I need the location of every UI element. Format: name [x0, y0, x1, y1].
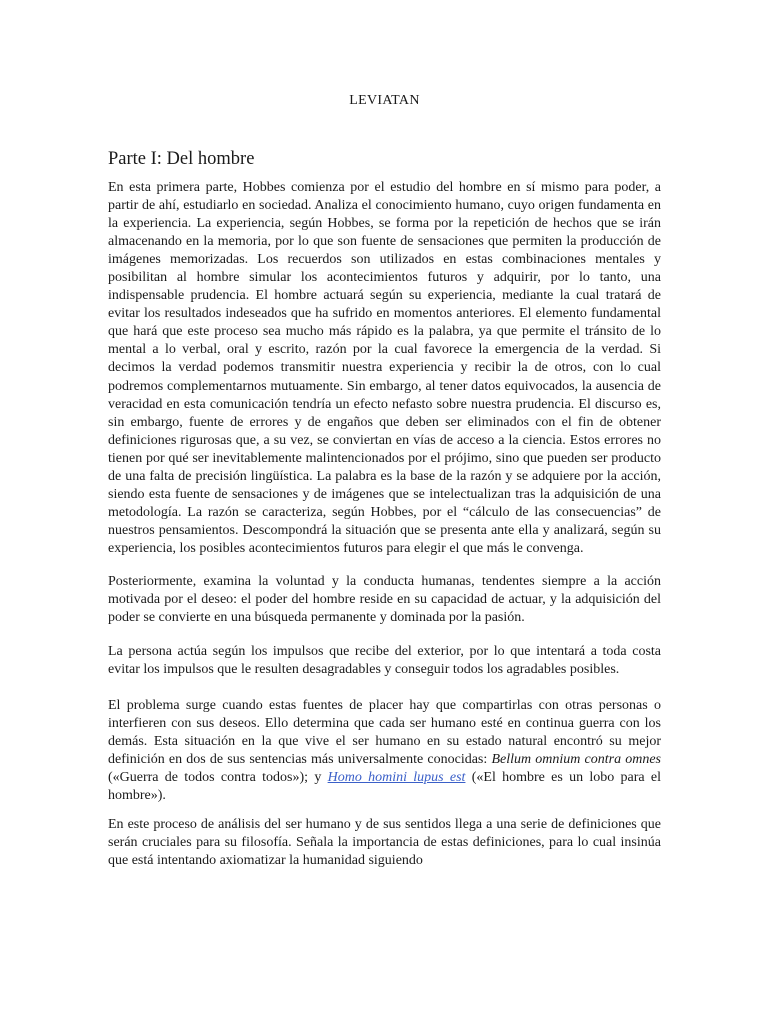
paragraph-4-text-middle: («Guerra de todos contra todos»); y	[108, 770, 328, 786]
paragraph-4	[108, 697, 661, 805]
paragraph-4-text-end: («El hombre es un lobo para el hombre»).	[108, 770, 662, 804]
section-heading: Parte I: Del hombre	[108, 149, 255, 169]
document-body	[108, 179, 661, 870]
paragraph-1: En esta primera parte, Hobbes comienza por el estudio del hombre en sí mismo para poder, a partir de ahí, estudiarlo en sociedad. Analiza el conocimiento humano, cuyo origen fundamenta en la experiencia. La experiencia, según Hobbes, se forma por la repetición de hechos que se irán almacenando en la memoria, por lo que son fuente de sensaciones que permiten la producción de imágenes memorizadas. Los recuerdos son utilizados en estas combinaciones mentales y posibilitan al hombre simular los acontecimientos futuros y adquirir, por lo tanto, una indispensable prudencia. El hombre actuará según su experiencia, mediante la cual tratará de evitar los resultados indeseados que ha sufrido en momentos anteriores. El elemento fundamental que hará que este proceso sea mucho más rápido es la palabra, ya que permite el tránsito de lo mental a lo verbal, oral y escrito, razón por la cual favorece la emergencia de la verdad. Si decimos la verdad podemos transmitir nuestra experiencia y recibir la de otros, con lo cual podremos complementarnos mutuamente. Sin embargo, al tener datos equivocados, la ausencia de veracidad en esta comunicación tendría un efecto nefasto sobre nuestra prudencia. El discurso es, sin embargo, fuente de errores y de engaños que deben ser eliminados con el fin de obtener definiciones rigurosas que, a su vez, se conviertan en vías de acceso a la ciencia. Estos errores no tienen por qué ser inevitablemente malintencionados por el prójimo, sino que pueden ser producto de una falta de precisión lingüística. La palabra es la base de la razón y se adquiere por la acción, siendo esta fuente de sensaciones y de imágenes que se intelectualizan tras la adquisición de una metodología. La razón se caracteriza, según Hobbes, por el “cálculo de las consecuencias” de nuestros pensamientos. Descompondrá la situación que se presenta ante ella y analizará, según su experiencia, los posibles acontecimientos futuros para elegir el que más le convenga.	[108, 180, 661, 556]
paragraph-4-text: El problema surge cuando estas fuentes de placer hay que compartirlas con otras personas o interfieren con sus deseos. Ello determina que cada ser humano esté en continua guerra con los demás. Esta situación en la que vive el ser humano en su estado natural encontró su mejor definición en dos de sus sentencias más universalmente conocidas:	[108, 698, 661, 768]
latin-phrase-bellum: Bellum omnium contra omnes	[491, 752, 662, 768]
paragraph-5: En este proceso de análisis del ser humano y de sus sentidos llega a una serie de definiciones que serán cruciales para su filosofía. Señala la importancia de estas definiciones, para lo cual insinúa que está intentando axiomatizar la humanidad siguiendo	[108, 816, 661, 868]
paragraph-3: La persona actúa según los impulsos que recibe del exterior, por lo que intentará a toda costa evitar los impulsos que le resulten desagradables y conseguir todos los agradables posibles.	[108, 644, 661, 678]
homo-homini-link[interactable]: Homo homini lupus est	[327, 770, 466, 786]
paragraph-2: Posteriormente, examina la voluntad y la conducta humanas, tendentes siempre a la acción motivada por el deseo: el poder del hombre reside en su capacidad de actuar, y la adquisición del poder se convierte en una búsqueda permanente y dominada por la pasión.	[108, 573, 661, 626]
document-title: LEVIATAN	[349, 93, 420, 108]
